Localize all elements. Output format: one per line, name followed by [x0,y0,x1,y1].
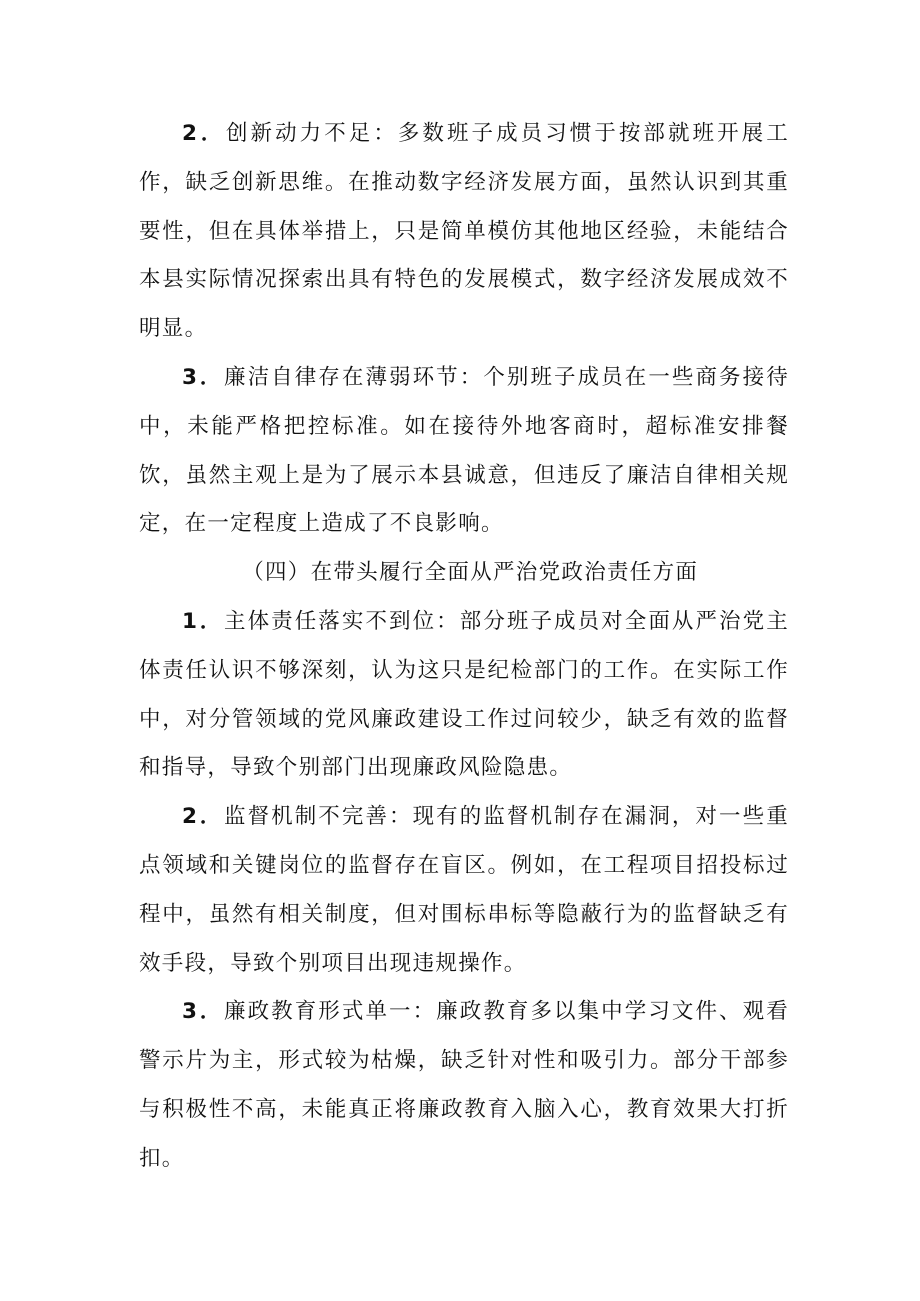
section-heading: （四）在带头履行全面从严治党政治责任方面 [242,560,699,586]
document-body [139,110,789,1184]
paragraph-number: 3． [182,364,225,390]
paragraph-text: 廉政教育形式单一：廉政教育多以集中学习文件、观看警示片为主，形式较为枯燥，缺乏针对性和吸引力。部分干部参与积极性不高，未能真正将廉政教育入脑入心，教育效果大打折扣。 [139,999,789,1171]
paragraph-number: 3． [182,999,225,1025]
paragraph-text: 监督机制不完善：现有的监督机制存在漏洞，对一些重点领域和关键岗位的监督存在盲区。例如，在工程项目招投标过程中，虽然有相关制度，但对围标串标等隐蔽行为的监督缺乏有效手段，导致个别项目出现违规操作。 [139,804,789,976]
section-paragraph-3 [139,988,789,1183]
paragraph-text: 主体责任落实不到位：部分班子成员对全面从严治党主体责任认识不够深刻，认为这只是纪检部门的工作。在实际工作中，对分管领域的党风廉政建设工作过问较少，缺乏有效的监督和指导，导致个别部门出现廉政风险隐患。 [139,608,789,781]
paragraph-text: 创新动力不足：多数班子成员习惯于按部就班开展工作，缺乏创新思维。在推动数字经济发展方面，虽然认识到其重要性，但在具体举措上，只是简单模仿其他地区经验，未能结合本县实际情况探索出具有特色的发展模式，数字经济发展成效不明显。 [139,121,790,342]
paragraph-number: 1． [182,608,225,634]
paragraph-number: 2． [182,121,226,146]
paragraph-item-2 [139,110,789,354]
paragraph-item-3 [139,354,789,549]
section-paragraph-2 [139,793,789,988]
section-paragraph-1 [139,598,789,793]
paragraph-number: 2． [182,804,225,830]
paragraph-text: 廉洁自律存在薄弱环节：个别班子成员在一些商务接待中，未能严格把控标准。如在接待外地客商时，超标准安排餐饮，虽然主观上是为了展示本县诚意，但违反了廉洁自律相关规定，在一定程度上造成了不良影响。 [139,364,789,537]
